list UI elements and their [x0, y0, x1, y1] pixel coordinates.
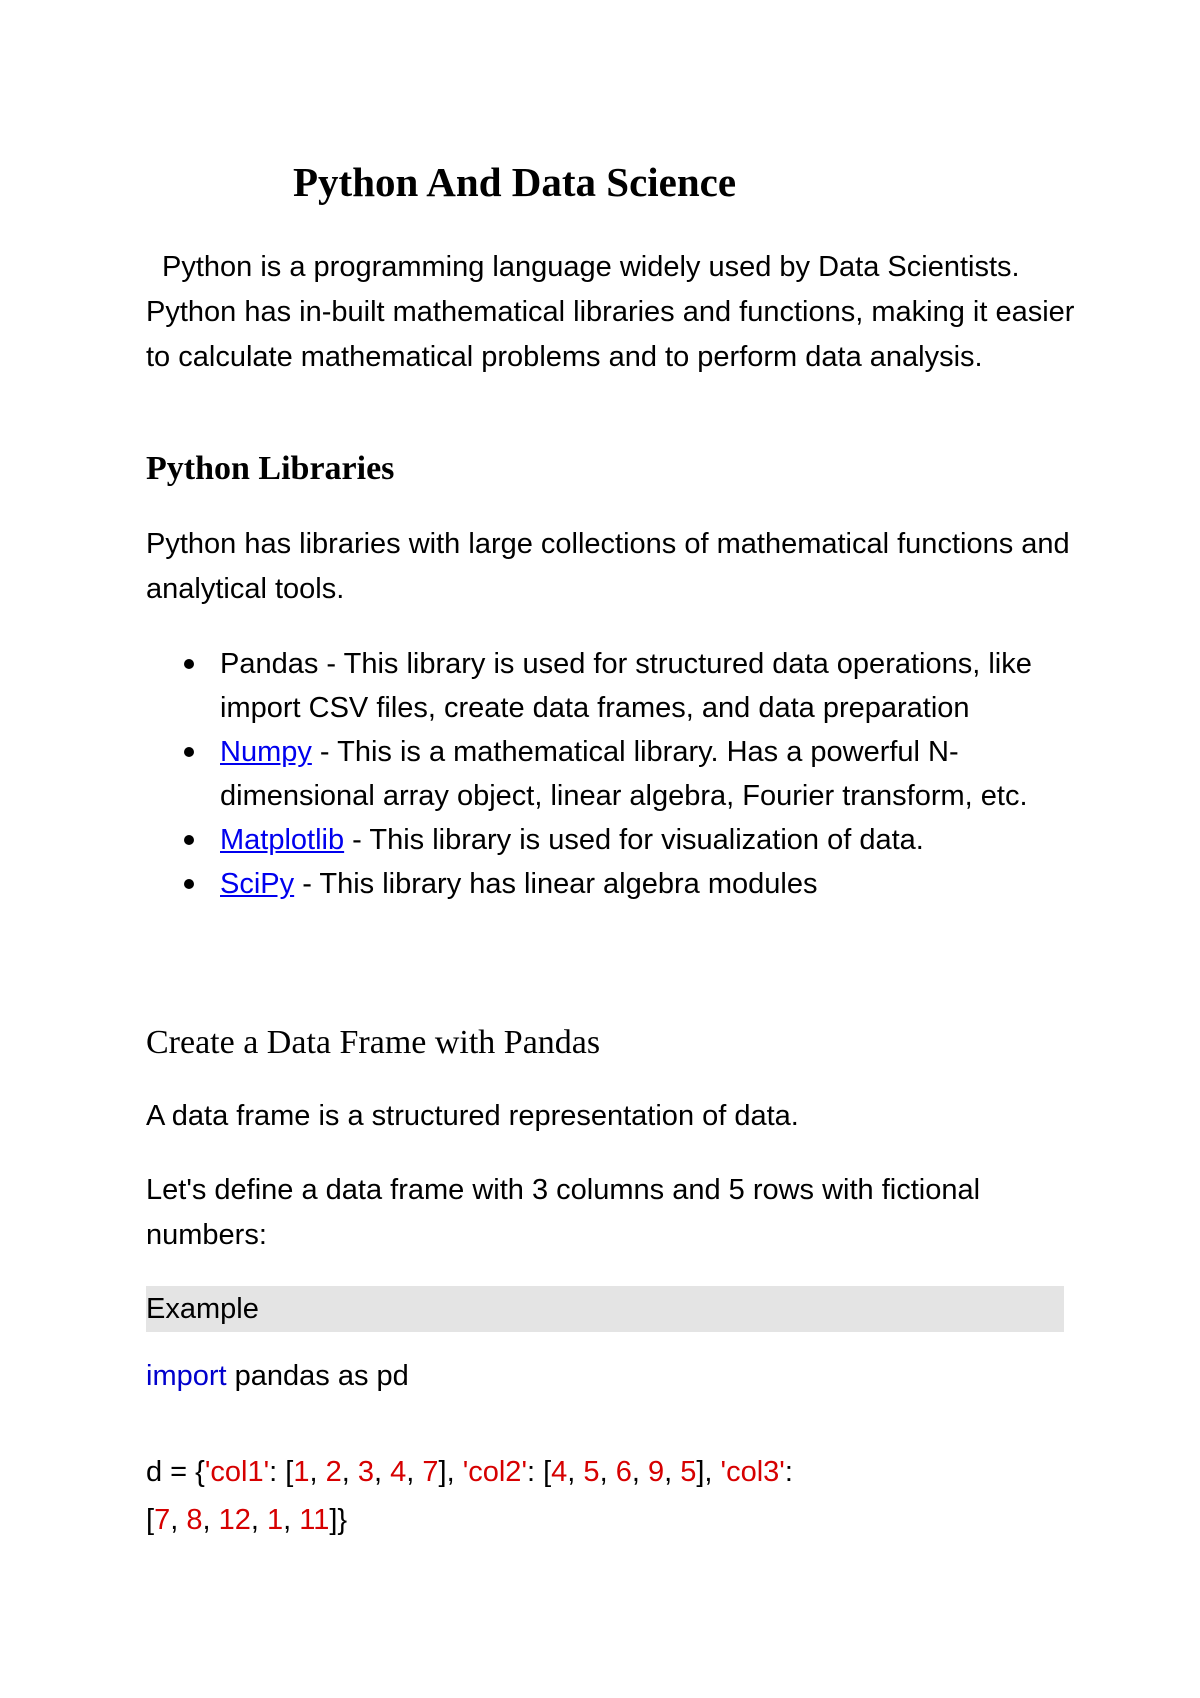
code-import-rest: pandas as pd [226, 1360, 409, 1392]
code-number: 1 [293, 1456, 310, 1488]
code-keyword-import: import [146, 1360, 227, 1392]
libraries-intro-paragraph: Python has libraries with large collections of mathematical functions and analytical tools. [146, 528, 1070, 605]
code-dict-prefix: d = { [146, 1456, 205, 1488]
library-link-scipy[interactable]: SciPy [220, 868, 295, 900]
intro-paragraph: Python is a programming language widely used by Data Scientists. Python has in-built mathematical libraries and functions, making it easier to calculate mathematical problems and to perform data analysis. [146, 251, 1075, 373]
list-item [146, 862, 1076, 906]
code-number: 9 [647, 1456, 665, 1488]
code-col2-key: 'col2' [462, 1456, 527, 1488]
dataframe-heading: Create a Data Frame with Pandas [146, 1024, 601, 1061]
dataframe-description: A data frame is a structured representation of data. [146, 1100, 799, 1132]
library-name-pandas: Pandas [220, 648, 319, 680]
library-description: - This is a mathematical library. Has a powerful N-dimensional array object, linear algebra, Fourier transform, etc. [220, 736, 1028, 812]
code-number: 12 [218, 1504, 251, 1536]
bullet-icon [184, 835, 194, 845]
library-description: - This library has linear algebra modules [294, 868, 818, 900]
library-link-matplotlib[interactable]: Matplotlib [220, 824, 345, 856]
dataframe-define-paragraph: Let's define a data frame with 3 columns and 5 rows with fictional numbers: [146, 1174, 981, 1251]
code-col3-key: 'col3' [720, 1456, 785, 1488]
code-number: 7 [422, 1456, 439, 1488]
code-number: 7 [154, 1504, 171, 1536]
code-number: 2 [325, 1456, 342, 1488]
code-number: 11 [299, 1504, 330, 1536]
code-number: 5 [583, 1456, 600, 1488]
library-link-numpy[interactable]: Numpy [220, 736, 312, 768]
code-dict-line-2: [7, 8, 12, 1, 11]} [146, 1504, 348, 1536]
bullet-icon [184, 879, 194, 889]
library-description: - This library is used for structured data operations, like import CSV files, create data frames, and data preparation [220, 648, 1032, 724]
document-title: Python And Data Science [293, 159, 737, 205]
list-item [146, 730, 1076, 818]
example-label: Example [146, 1293, 259, 1325]
list-item [146, 818, 1076, 862]
bullet-icon [184, 659, 194, 669]
code-number: 4 [551, 1456, 568, 1488]
list-item [146, 642, 1076, 730]
code-number: 1 [266, 1504, 284, 1536]
code-dict-line-1: d = {'col1': [1, 2, 3, 4, 7], 'col2': [4, 5, 6, 9, 5], 'col3': [146, 1456, 793, 1488]
code-import-line [146, 1352, 1076, 1400]
code-number: 4 [390, 1456, 407, 1488]
code-number: 8 [186, 1504, 203, 1536]
example-label-bar [146, 1286, 1064, 1332]
code-number: 6 [615, 1456, 632, 1488]
code-col1-key: 'col1' [204, 1456, 270, 1488]
library-description: - This library is used for visualization of data. [344, 824, 924, 856]
libraries-heading: Python Libraries [146, 450, 395, 487]
code-number: 5 [680, 1456, 697, 1488]
libraries-list [146, 642, 1076, 906]
code-number: 3 [357, 1456, 374, 1488]
bullet-icon [184, 747, 194, 757]
